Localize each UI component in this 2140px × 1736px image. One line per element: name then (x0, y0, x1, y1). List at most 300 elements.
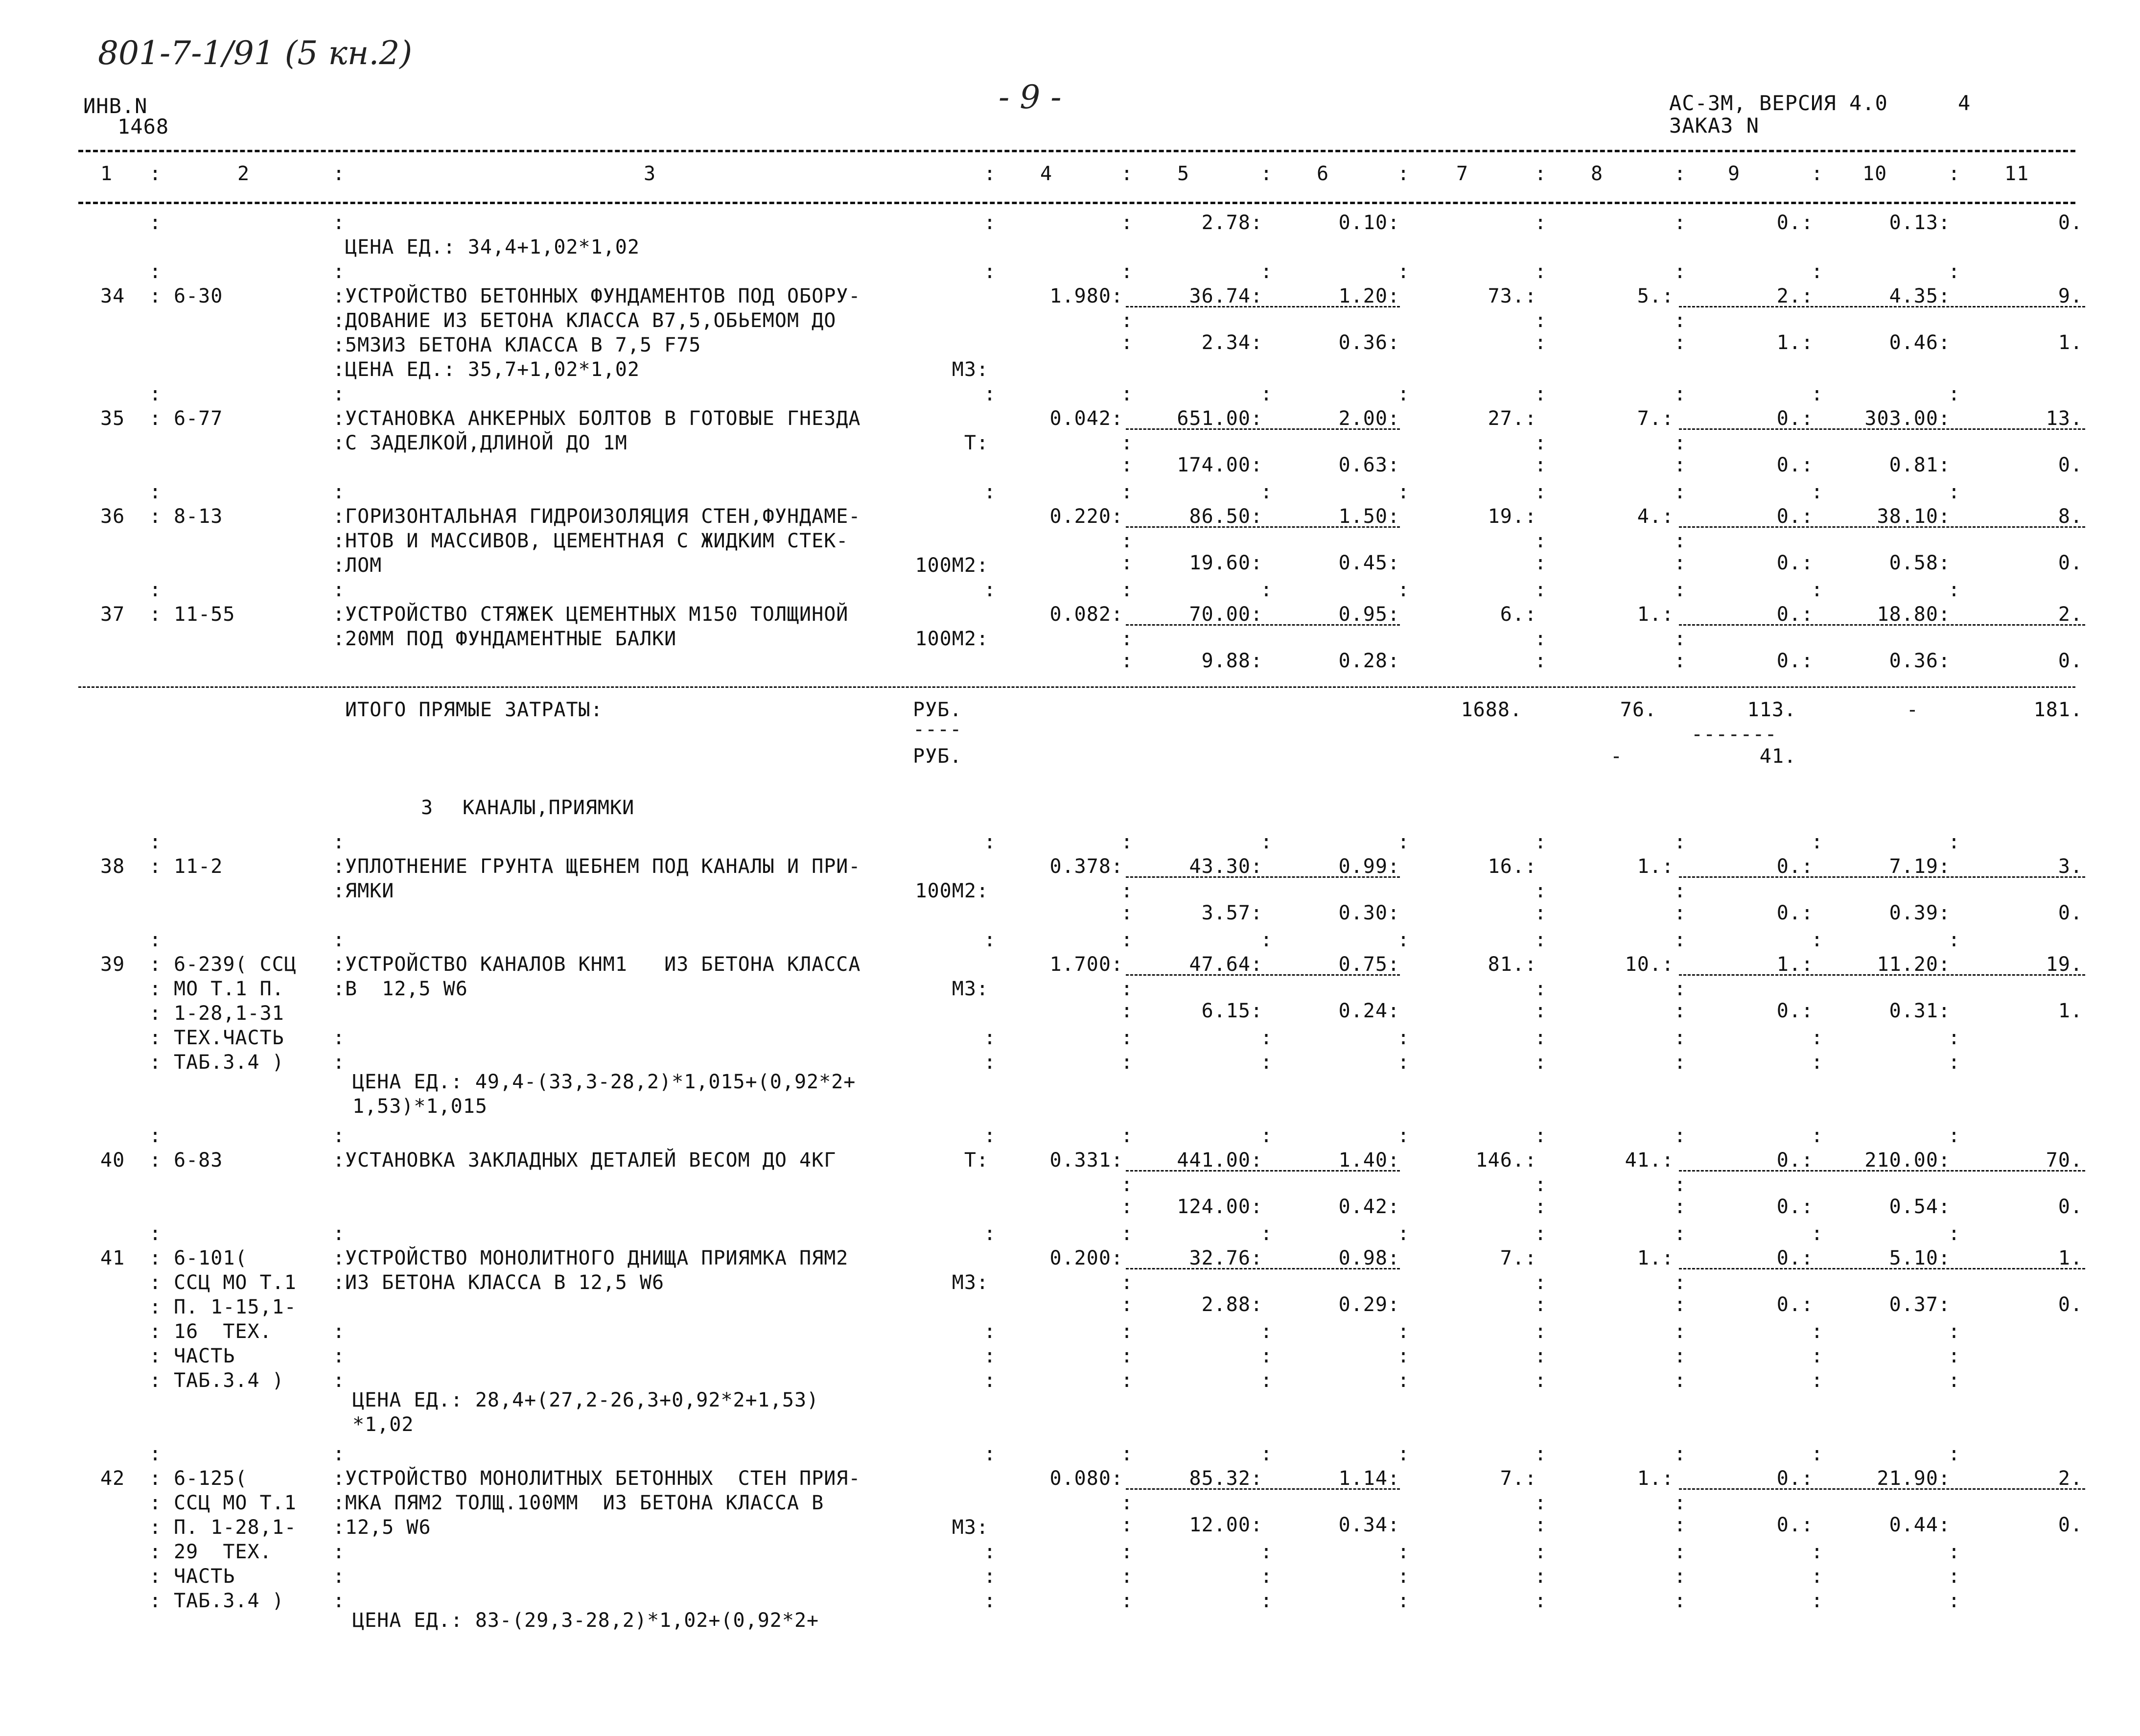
column-separator: : (149, 481, 162, 503)
column-separator: : (1674, 628, 1687, 650)
unit-price-formula: ЦЕНА ЕД.: 28,4+(27,2-26,3+0,92*2+1,53) (352, 1389, 819, 1411)
column-separator: : (1811, 1369, 1824, 1392)
sub-unit-wages: 0.10: (1338, 211, 1400, 234)
sub-unit-price: 19.60: (1189, 552, 1263, 574)
sub-labor-unit: 0.44: (1889, 1514, 1951, 1536)
unit-price: 43.30: (1189, 855, 1263, 878)
unit-price: 441.00: (1177, 1149, 1263, 1172)
column-separator: : (1674, 1173, 1687, 1196)
sub-divider (1679, 428, 2085, 430)
machinery: 0.: (1776, 407, 1814, 430)
work-description: 12,5 W6 (345, 1516, 431, 1539)
column-separator: : (1121, 432, 1134, 454)
column-separator: : (1121, 260, 1134, 283)
column-separator: : (1674, 902, 1687, 924)
column-separator: : (1535, 1027, 1547, 1049)
unit-wages: 0.75: (1338, 953, 1400, 976)
header-rule-top (78, 150, 2075, 152)
item-code: 6-239( ССЦ (174, 953, 297, 976)
column-separator: : (1121, 1541, 1134, 1563)
col-header-sep: : (1535, 163, 1547, 185)
col-header-sep: : (1121, 163, 1134, 185)
sub-unit-price: 2.78: (1201, 211, 1263, 234)
column-separator: : (1260, 383, 1273, 405)
column-separator: : (1948, 1222, 1961, 1245)
column-separator: : (1121, 530, 1134, 552)
labor-unit: 18.80: (1877, 603, 1951, 626)
sub-labor-unit: 0.36: (1889, 650, 1951, 672)
column-separator: : (984, 1320, 997, 1343)
sub-machinery: 0.: (1776, 902, 1814, 924)
column-separator: : (984, 1565, 997, 1588)
unit-of-measure: 100М2: (915, 554, 989, 577)
machinery: 1.: (1776, 953, 1814, 976)
column-separator: : (1260, 831, 1273, 853)
column-separator: : (1121, 1565, 1134, 1588)
column-separator: : (1535, 579, 1547, 601)
column-separator: : (984, 1125, 997, 1147)
column-separator: : (1397, 929, 1410, 951)
column-separator: : (1260, 1345, 1273, 1367)
totals-wages-2: - (1610, 745, 1623, 768)
column-separator: : (149, 407, 162, 430)
column-separator: : (1121, 552, 1134, 574)
column-separator: : (333, 285, 346, 307)
item-code: П. 1-28,1- (174, 1516, 297, 1539)
unit-price: 85.32: (1189, 1467, 1263, 1490)
column-separator: : (984, 1590, 997, 1612)
column-separator: : (333, 1345, 346, 1367)
sub-labor-total: 0. (2058, 454, 2083, 476)
column-separator: : (1535, 1173, 1547, 1196)
sub-labor-unit: 0.37: (1889, 1293, 1951, 1316)
sheet-number: 4 (1958, 91, 1971, 115)
work-description: НТОВ И МАССИВОВ, ЦЕМЕНТНАЯ С ЖИДКИМ СТЕК- (345, 530, 849, 552)
column-separator: : (1260, 1541, 1273, 1563)
unit-price-formula: ЦЕНА ЕД.: 49,4-(33,3-28,2)*1,015+(0,92*2+ (352, 1071, 856, 1093)
unit-price-formula: *1,02 (352, 1413, 414, 1436)
column-separator: : (333, 1320, 346, 1343)
unit-price: 36.74: (1189, 285, 1263, 307)
column-separator: : (1674, 1345, 1687, 1367)
column-separator: : (1674, 1027, 1687, 1049)
sub-unit-wages: 0.24: (1338, 1000, 1400, 1022)
column-separator: : (1948, 481, 1961, 503)
sub-labor-unit: 0.13: (1889, 211, 1951, 234)
column-separator: : (1121, 1293, 1134, 1316)
total-wages: 1.: (1637, 603, 1674, 626)
column-separator: : (333, 1027, 346, 1049)
column-separator: : (1535, 1345, 1547, 1367)
column-separator: : (149, 1345, 162, 1367)
sub-divider (1126, 526, 1400, 528)
handwritten-page-number: - 9 - (999, 78, 1062, 116)
column-separator: : (149, 260, 162, 283)
work-description: ДОВАНИЕ ИЗ БЕТОНА КЛАССА В7,5,ОБЬЕМОМ ДО (345, 309, 837, 332)
column-separator: : (1535, 1222, 1547, 1245)
column-separator: : (984, 831, 997, 853)
column-separator: : (1121, 1320, 1134, 1343)
column-separator: : (333, 358, 346, 381)
column-separator: : (1535, 383, 1547, 405)
column-separator: : (1811, 1125, 1824, 1147)
quantity: 0.080: (1049, 1467, 1123, 1490)
total-cost: 7.: (1500, 1467, 1537, 1490)
col-header-9: 9 (1728, 163, 1741, 185)
column-separator: : (1121, 211, 1134, 234)
total-wages: 41.: (1625, 1149, 1674, 1172)
col-header-sep: : (1811, 163, 1824, 185)
column-separator: : (1535, 1541, 1547, 1563)
sub-unit-price: 124.00: (1177, 1196, 1263, 1218)
sub-labor-total: 1. (2058, 1000, 2083, 1022)
column-separator: : (1397, 1125, 1410, 1147)
sub-labor-total: 0. (2058, 1293, 2083, 1316)
total-cost: 7.: (1500, 1247, 1537, 1269)
column-separator: : (1811, 383, 1824, 405)
work-description: В 12,5 W6 (345, 978, 468, 1000)
work-description: 5М3ИЗ БЕТОНА КЛАССА В 7,5 F75 (345, 334, 701, 356)
column-separator: : (1397, 579, 1410, 601)
work-description: МКА ПЯМ2 ТОЛЩ.100ММ ИЗ БЕТОНА КЛАССА В (345, 1492, 824, 1514)
item-code: МО Т.1 П. (174, 978, 284, 1000)
column-separator: : (333, 1051, 346, 1074)
column-separator: : (1121, 1222, 1134, 1245)
column-separator: : (1811, 481, 1824, 503)
column-separator: : (1121, 1051, 1134, 1074)
column-separator: : (1811, 1222, 1824, 1245)
column-separator: : (1121, 880, 1134, 902)
column-separator: : (1811, 1443, 1824, 1465)
totals-rule (78, 686, 2075, 688)
column-separator: : (149, 285, 162, 307)
column-separator: : (1535, 1492, 1547, 1514)
sub-unit-wages: 0.45: (1338, 552, 1400, 574)
column-separator: : (1397, 1565, 1410, 1588)
column-separator: : (149, 1222, 162, 1245)
column-separator: : (149, 383, 162, 405)
sub-machinery: 1.: (1776, 331, 1814, 354)
unit-wages: 1.40: (1338, 1149, 1400, 1172)
unit-of-measure: М3: (952, 1516, 989, 1539)
unit-price: 70.00: (1189, 603, 1263, 626)
machinery: 0.: (1776, 1467, 1814, 1490)
sub-unit-price: 12.00: (1189, 1514, 1263, 1536)
sub-labor-unit: 0.58: (1889, 552, 1951, 574)
unit-wages: 1.20: (1338, 285, 1400, 307)
column-separator: : (1674, 1514, 1687, 1536)
column-separator: : (333, 554, 346, 577)
system-version: АС-3М, ВЕРСИЯ 4.0 (1669, 91, 1888, 115)
labor-total: 13. (2046, 407, 2083, 430)
sub-divider (1679, 526, 2085, 528)
column-separator: : (1121, 383, 1134, 405)
sub-labor-unit: 0.81: (1889, 454, 1951, 476)
unit-price-formula: ЦЕНА ЕД.: 34,4+1,02*1,02 (345, 236, 640, 258)
unit-of-measure: М3: (952, 358, 989, 381)
labor-unit: 38.10: (1877, 505, 1951, 528)
column-separator: : (149, 579, 162, 601)
sub-unit-price: 6.15: (1201, 1000, 1263, 1022)
machinery: 0.: (1776, 603, 1814, 626)
column-separator: : (1674, 530, 1687, 552)
column-separator: : (333, 1125, 346, 1147)
sub-unit-wages: 0.36: (1338, 331, 1400, 354)
column-separator: : (333, 211, 346, 234)
column-separator: : (1121, 1000, 1134, 1022)
column-separator: : (1535, 1565, 1547, 1588)
total-wages: 10.: (1625, 953, 1674, 976)
quantity: 0.082: (1049, 603, 1123, 626)
sub-machinery: 0.: (1776, 1293, 1814, 1316)
unit-of-measure: М3: (952, 978, 989, 1000)
column-separator: : (984, 1369, 997, 1392)
item-code: 29 ТЕХ. (174, 1541, 272, 1563)
totals-wages: 76. (1620, 699, 1657, 721)
column-separator: : (1121, 1443, 1134, 1465)
column-separator: : (1397, 1345, 1410, 1367)
column-separator: : (149, 1002, 162, 1025)
sub-labor-total: 1. (2058, 331, 2083, 354)
item-code: 11-55 (174, 603, 235, 626)
column-separator: : (1674, 1590, 1687, 1612)
column-separator: : (1535, 454, 1547, 476)
handwritten-doc-code: 801-7-1/91 (5 кн.2) (98, 34, 413, 72)
column-separator: : (1121, 929, 1134, 951)
column-separator: : (1674, 1271, 1687, 1294)
column-separator: : (1535, 1271, 1547, 1294)
column-separator: : (1121, 1271, 1134, 1294)
column-separator: : (1674, 481, 1687, 503)
column-separator: : (1397, 481, 1410, 503)
column-separator: : (149, 855, 162, 878)
column-separator: : (984, 1541, 997, 1563)
column-separator: : (149, 603, 162, 626)
column-separator: : (1811, 1590, 1824, 1612)
column-separator: : (333, 978, 346, 1000)
column-separator: : (149, 1590, 162, 1612)
column-separator: : (1948, 579, 1961, 601)
column-separator: : (1397, 1443, 1410, 1465)
labor-total: 2. (2058, 603, 2083, 626)
column-separator: : (149, 1467, 162, 1490)
sub-unit-wages: 0.42: (1338, 1196, 1400, 1218)
item-code: 16 ТЕХ. (174, 1320, 272, 1343)
machinery: 0.: (1776, 505, 1814, 528)
work-description: УСТРОЙСТВО БЕТОННЫХ ФУНДАМЕНТОВ ПОД ОБОРУ- (345, 285, 861, 307)
total-cost: 19.: (1488, 505, 1537, 528)
totals-labor-total: 181. (2033, 699, 2083, 721)
item-number: 36 (100, 505, 125, 528)
sub-divider (1679, 1488, 2085, 1490)
sub-unit-price: 2.34: (1201, 331, 1263, 354)
column-separator: : (1121, 1369, 1134, 1392)
column-separator: : (1397, 1320, 1410, 1343)
col-header-sep: : (333, 163, 346, 185)
column-separator: : (149, 953, 162, 976)
column-separator: : (333, 383, 346, 405)
unit-wages: 1.50: (1338, 505, 1400, 528)
sub-machinery: 0.: (1776, 1514, 1814, 1536)
inv-label: ИНВ.N (83, 94, 148, 118)
work-description: ГОРИЗОНТАЛЬНАЯ ГИДРОИЗОЛЯЦИЯ СТЕН,ФУНДАМЕ- (345, 505, 861, 528)
labor-total: 8. (2058, 505, 2083, 528)
column-separator: : (149, 831, 162, 853)
column-separator: : (333, 1247, 346, 1269)
column-separator: : (333, 953, 346, 976)
labor-unit: 7.19: (1889, 855, 1951, 878)
item-number: 37 (100, 603, 125, 626)
column-separator: : (1948, 929, 1961, 951)
column-separator: : (1121, 1125, 1134, 1147)
column-separator: : (1674, 929, 1687, 951)
column-separator: : (984, 260, 997, 283)
work-description: С ЗАДЕЛКОЙ,ДЛИНОЙ ДО 1М (345, 432, 628, 454)
column-separator: : (1535, 1125, 1547, 1147)
column-separator: : (333, 1369, 346, 1392)
column-separator: : (1811, 1345, 1824, 1367)
labor-unit: 11.20: (1877, 953, 1951, 976)
column-separator: : (333, 929, 346, 951)
column-separator: : (1948, 383, 1961, 405)
sub-divider (1126, 1268, 1400, 1269)
column-separator: : (149, 1565, 162, 1588)
column-separator: : (1260, 929, 1273, 951)
total-wages: 4.: (1637, 505, 1674, 528)
item-number: 39 (100, 953, 125, 976)
item-number: 38 (100, 855, 125, 878)
column-separator: : (149, 505, 162, 528)
column-separator: : (149, 1443, 162, 1465)
unit-of-measure: М3: (952, 1271, 989, 1294)
item-code: ТЕХ.ЧАСТЬ (174, 1027, 284, 1049)
column-separator: : (1674, 978, 1687, 1000)
column-separator: : (333, 1149, 346, 1172)
total-cost: 16.: (1488, 855, 1537, 878)
column-separator: : (984, 1443, 997, 1465)
column-separator: : (1397, 1590, 1410, 1612)
item-code: П. 1-15,1- (174, 1296, 297, 1318)
sub-divider (1679, 1170, 2085, 1172)
item-code: 8-13 (174, 505, 223, 528)
work-description: 20ММ ПОД ФУНДАМЕНТНЫЕ БАЛКИ (345, 628, 677, 650)
item-code: ТАБ.3.4 ) (174, 1590, 284, 1612)
machinery: 0.: (1776, 855, 1814, 878)
unit-of-measure: Т: (964, 432, 989, 454)
sub-divider (1126, 306, 1400, 307)
column-separator: : (1535, 1514, 1547, 1536)
column-separator: : (1948, 1541, 1961, 1563)
column-separator: : (1674, 831, 1687, 853)
column-separator: : (1674, 331, 1687, 354)
column-separator: : (333, 1590, 346, 1612)
column-separator: : (1948, 1320, 1961, 1343)
column-separator: : (1535, 481, 1547, 503)
column-separator: : (1811, 1027, 1824, 1049)
column-separator: : (1121, 1345, 1134, 1367)
sub-machinery: 0.: (1776, 552, 1814, 574)
labor-total: 2. (2058, 1467, 2083, 1490)
sub-divider (1679, 1268, 2085, 1269)
section-title: КАНАЛЫ,ПРИЯМКИ (463, 797, 635, 819)
col-header-10: 10 (1862, 163, 1887, 185)
column-separator: : (1674, 1125, 1687, 1147)
column-separator: : (333, 1516, 346, 1539)
column-separator: : (1535, 260, 1547, 283)
column-separator: : (1121, 650, 1134, 672)
sub-labor-total: 0. (2058, 650, 2083, 672)
labor-unit: 4.35: (1889, 285, 1951, 307)
item-code: 11-2 (174, 855, 223, 878)
sub-labor-total: 0. (2058, 1196, 2083, 1218)
totals-dashes: ---- (913, 718, 962, 741)
column-separator: : (149, 1369, 162, 1392)
column-separator: : (333, 1271, 346, 1294)
item-code: ССЦ МО Т.1 (174, 1271, 297, 1294)
sub-divider (1126, 974, 1400, 976)
col-header-2: 2 (237, 163, 250, 185)
sub-labor-unit: 0.46: (1889, 331, 1951, 354)
work-description: УСТРОЙСТВО КАНАЛОВ КНМ1 ИЗ БЕТОНА КЛАССА (345, 953, 861, 976)
column-separator: : (1260, 260, 1273, 283)
unit-price: 47.64: (1189, 953, 1263, 976)
sub-unit-wages: 0.30: (1338, 902, 1400, 924)
column-separator: : (1535, 978, 1547, 1000)
column-separator: : (1948, 1027, 1961, 1049)
column-separator: : (984, 1222, 997, 1245)
column-separator: : (149, 1271, 162, 1294)
col-header-sep: : (1397, 163, 1410, 185)
column-separator: : (333, 1467, 346, 1490)
column-separator: : (1535, 432, 1547, 454)
total-cost: 81.: (1488, 953, 1537, 976)
column-separator: : (1397, 260, 1410, 283)
column-separator: : (1948, 831, 1961, 853)
column-separator: : (1535, 1369, 1547, 1392)
totals-unit: РУБ. (913, 699, 962, 721)
unit-of-measure: Т: (964, 1149, 989, 1172)
column-separator: : (1535, 929, 1547, 951)
column-separator: : (1121, 454, 1134, 476)
column-separator: : (1948, 1565, 1961, 1588)
inv-number: 1468 (117, 115, 169, 139)
total-wages: 7.: (1637, 407, 1674, 430)
sub-unit-wages: 0.34: (1338, 1514, 1400, 1536)
totals-label: ИТОГО ПРЯМЫЕ ЗАТРАТЫ: (345, 699, 603, 721)
column-separator: : (1535, 1320, 1547, 1343)
col-header-sep: : (149, 163, 162, 185)
column-separator: : (333, 1443, 346, 1465)
sub-labor-total: 0. (2058, 902, 2083, 924)
column-separator: : (1674, 579, 1687, 601)
item-code: ТАБ.3.4 ) (174, 1051, 284, 1074)
column-separator: : (1397, 1541, 1410, 1563)
sub-unit-wages: 0.29: (1338, 1293, 1400, 1316)
order-label: ЗАКАЗ N (1669, 114, 1760, 138)
column-separator: : (1811, 579, 1824, 601)
column-separator: : (1948, 1369, 1961, 1392)
column-separator: : (1674, 1293, 1687, 1316)
col-header-11: 11 (2004, 163, 2029, 185)
column-separator: : (149, 211, 162, 234)
totals-dashes: ------- (1691, 723, 1777, 746)
unit-price-formula: ЦЕНА ЕД.: 83-(29,3-28,2)*1,02+(0,92*2+ (352, 1609, 819, 1632)
col-header-sep: : (1948, 163, 1961, 185)
column-separator: : (1535, 902, 1547, 924)
totals-machinery: 113. (1747, 699, 1796, 721)
unit-price: 86.50: (1189, 505, 1263, 528)
column-separator: : (333, 481, 346, 503)
